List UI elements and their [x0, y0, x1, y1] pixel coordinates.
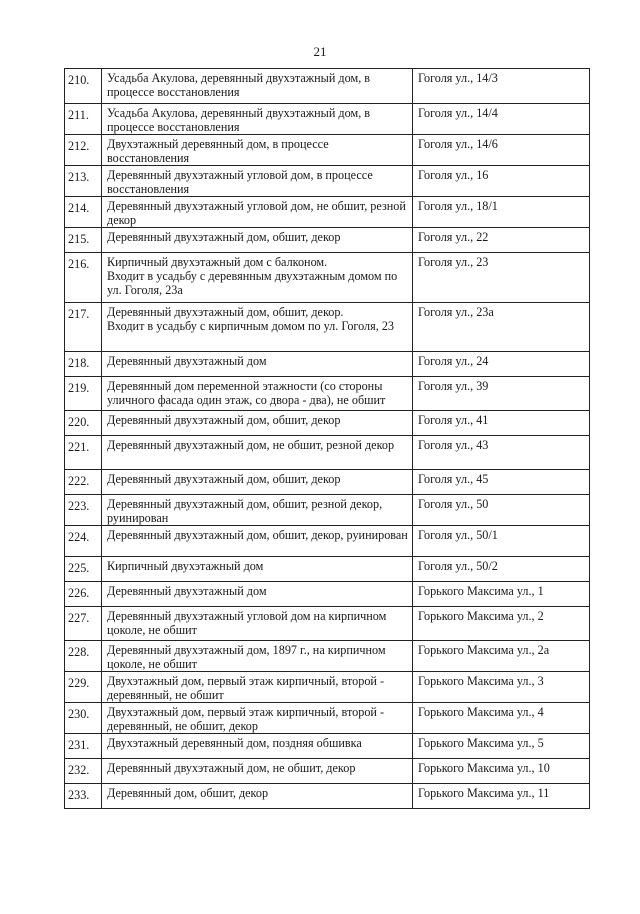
- row-number: 229.: [65, 672, 102, 702]
- row-description: Двухэтажный деревянный дом, поздняя обшивка: [102, 734, 413, 758]
- table-row: [65, 435, 589, 469]
- row-address: Гоголя ул., 50: [418, 497, 489, 511]
- row-description: Двухэтажный деревянный дом, в процессе восстановления: [102, 135, 413, 165]
- row-description: Кирпичный двухэтажный дом с балконом. Входит в усадьбу с деревянным двухэтажным домом по ул. Гоголя, 23а: [102, 253, 413, 302]
- table-row: [65, 758, 589, 783]
- row-description: Деревянный двухэтажный дом: [102, 352, 413, 376]
- page-number: 21: [313, 44, 327, 59]
- row-number: 213.: [65, 166, 102, 196]
- row-description: Усадьба Акулова, деревянный двухэтажный дом, в процессе восстановления: [102, 104, 413, 134]
- row-description: Деревянный двухэтажный угловой дом, в процессе восстановления: [102, 166, 413, 196]
- row-number: 212.: [65, 135, 102, 165]
- row-address: Горького Максима ул., 3: [418, 674, 544, 688]
- row-address: Горького Максима ул., 5: [418, 736, 544, 750]
- row-description: Деревянный двухэтажный дом, обшит, декор, руинирован: [102, 526, 413, 556]
- row-number: 233.: [65, 784, 102, 808]
- row-address: Гоголя ул., 14/6: [418, 137, 498, 151]
- row-address: Горького Максима ул., 10: [418, 761, 550, 775]
- table-row: [65, 252, 589, 302]
- table-row: [65, 671, 589, 702]
- row-description: Деревянный двухэтажный дом, обшит, резной декор, руинирован: [102, 495, 413, 525]
- row-number: 223.: [65, 495, 102, 525]
- table-row: [65, 733, 589, 758]
- row-description: Деревянный двухэтажный угловой дом, не обшит, резной декор: [102, 197, 413, 227]
- table-row: [65, 606, 589, 640]
- table-row: [65, 581, 589, 606]
- row-number: 218.: [65, 352, 102, 376]
- row-address: Гоголя ул., 24: [418, 354, 489, 368]
- row-address: Гоголя ул., 16: [418, 168, 489, 182]
- row-number: 225.: [65, 557, 102, 581]
- row-description: Усадьба Акулова, деревянный двухэтажный дом, в процессе восстановления: [102, 69, 413, 103]
- row-description: Деревянный двухэтажный дом: [102, 582, 413, 606]
- row-number: 227.: [65, 607, 102, 640]
- table-row: [65, 494, 589, 525]
- row-number: 210.: [65, 69, 102, 103]
- row-number: 217.: [65, 303, 102, 351]
- table-row: [65, 351, 589, 376]
- row-address: Гоголя ул., 41: [418, 413, 489, 427]
- row-number: 230.: [65, 703, 102, 733]
- row-description: Деревянный двухэтажный дом, не обшит, резной декор: [102, 436, 413, 469]
- table-row: [65, 196, 589, 227]
- row-address: Гоголя ул., 22: [418, 230, 489, 244]
- row-address: Горького Максима ул., 2а: [418, 643, 550, 657]
- table-row: [65, 469, 589, 494]
- row-description: Деревянный двухэтажный угловой дом на кирпичном цоколе, не обшит: [102, 607, 413, 640]
- row-number: 211.: [65, 104, 102, 134]
- row-number: 226.: [65, 582, 102, 606]
- row-address: Горького Максима ул., 11: [418, 786, 550, 800]
- row-description: Деревянный двухэтажный дом, 1897 г., на кирпичном цоколе, не обшит: [102, 641, 413, 671]
- table-row: [65, 69, 589, 103]
- row-address: Гоголя ул., 14/3: [418, 71, 498, 85]
- table-row: [65, 556, 589, 581]
- row-description: Двухэтажный дом, первый этаж кирпичный, второй - деревянный, не обшит: [102, 672, 413, 702]
- row-number: 231.: [65, 734, 102, 758]
- row-address: Гоголя ул., 14/4: [418, 106, 498, 120]
- row-address: Гоголя ул., 43: [418, 438, 489, 452]
- row-address: Гоголя ул., 18/1: [418, 199, 498, 213]
- table-row: [65, 702, 589, 733]
- row-address: Горького Максима ул., 1: [418, 584, 544, 598]
- row-number: 216.: [65, 253, 102, 302]
- row-address: Гоголя ул., 50/2: [418, 559, 498, 573]
- row-number: 221.: [65, 436, 102, 469]
- table-row: [65, 525, 589, 556]
- table-row: [65, 227, 589, 252]
- table-row: [65, 302, 589, 351]
- row-number: 215.: [65, 228, 102, 252]
- table-row: [65, 640, 589, 671]
- row-description: Деревянный дом, обшит, декор: [102, 784, 413, 808]
- table-row: [65, 165, 589, 196]
- row-number: 220.: [65, 411, 102, 435]
- row-address: Горького Максима ул., 4: [418, 705, 544, 719]
- objects-table: [64, 68, 590, 809]
- row-address: Гоголя ул., 23а: [418, 305, 494, 319]
- row-number: 224.: [65, 526, 102, 556]
- row-address: Гоголя ул., 23: [418, 255, 489, 269]
- row-description: Деревянный двухэтажный дом, обшит, декор: [102, 470, 413, 494]
- table-row: [65, 103, 589, 134]
- row-number: 222.: [65, 470, 102, 494]
- table-row: [65, 410, 589, 435]
- row-description: Деревянный двухэтажный дом, обшит, декор. Входит в усадьбу с кирпичным домом по ул. Гоголя, 23: [102, 303, 413, 351]
- table-row: [65, 783, 589, 808]
- table-row: [65, 376, 589, 410]
- row-number: 232.: [65, 759, 102, 783]
- row-description: Деревянный двухэтажный дом, обшит, декор: [102, 228, 413, 252]
- row-address: Гоголя ул., 45: [418, 472, 489, 486]
- row-description: Деревянный двухэтажный дом, обшит, декор: [102, 411, 413, 435]
- row-number: 214.: [65, 197, 102, 227]
- row-number: 219.: [65, 377, 102, 410]
- row-description: Деревянный двухэтажный дом, не обшит, декор: [102, 759, 413, 783]
- row-address: Гоголя ул., 39: [418, 379, 489, 393]
- row-description: Деревянный дом переменной этажности (со стороны уличного фасада один этаж, со двора - два), не обшит: [102, 377, 413, 410]
- row-description: Двухэтажный дом, первый этаж кирпичный, второй - деревянный, не обшит, декор: [102, 703, 413, 733]
- row-address: Горького Максима ул., 2: [418, 609, 544, 623]
- row-address: Гоголя ул., 50/1: [418, 528, 498, 542]
- row-description: Кирпичный двухэтажный дом: [102, 557, 413, 581]
- row-number: 228.: [65, 641, 102, 671]
- table-row: [65, 134, 589, 165]
